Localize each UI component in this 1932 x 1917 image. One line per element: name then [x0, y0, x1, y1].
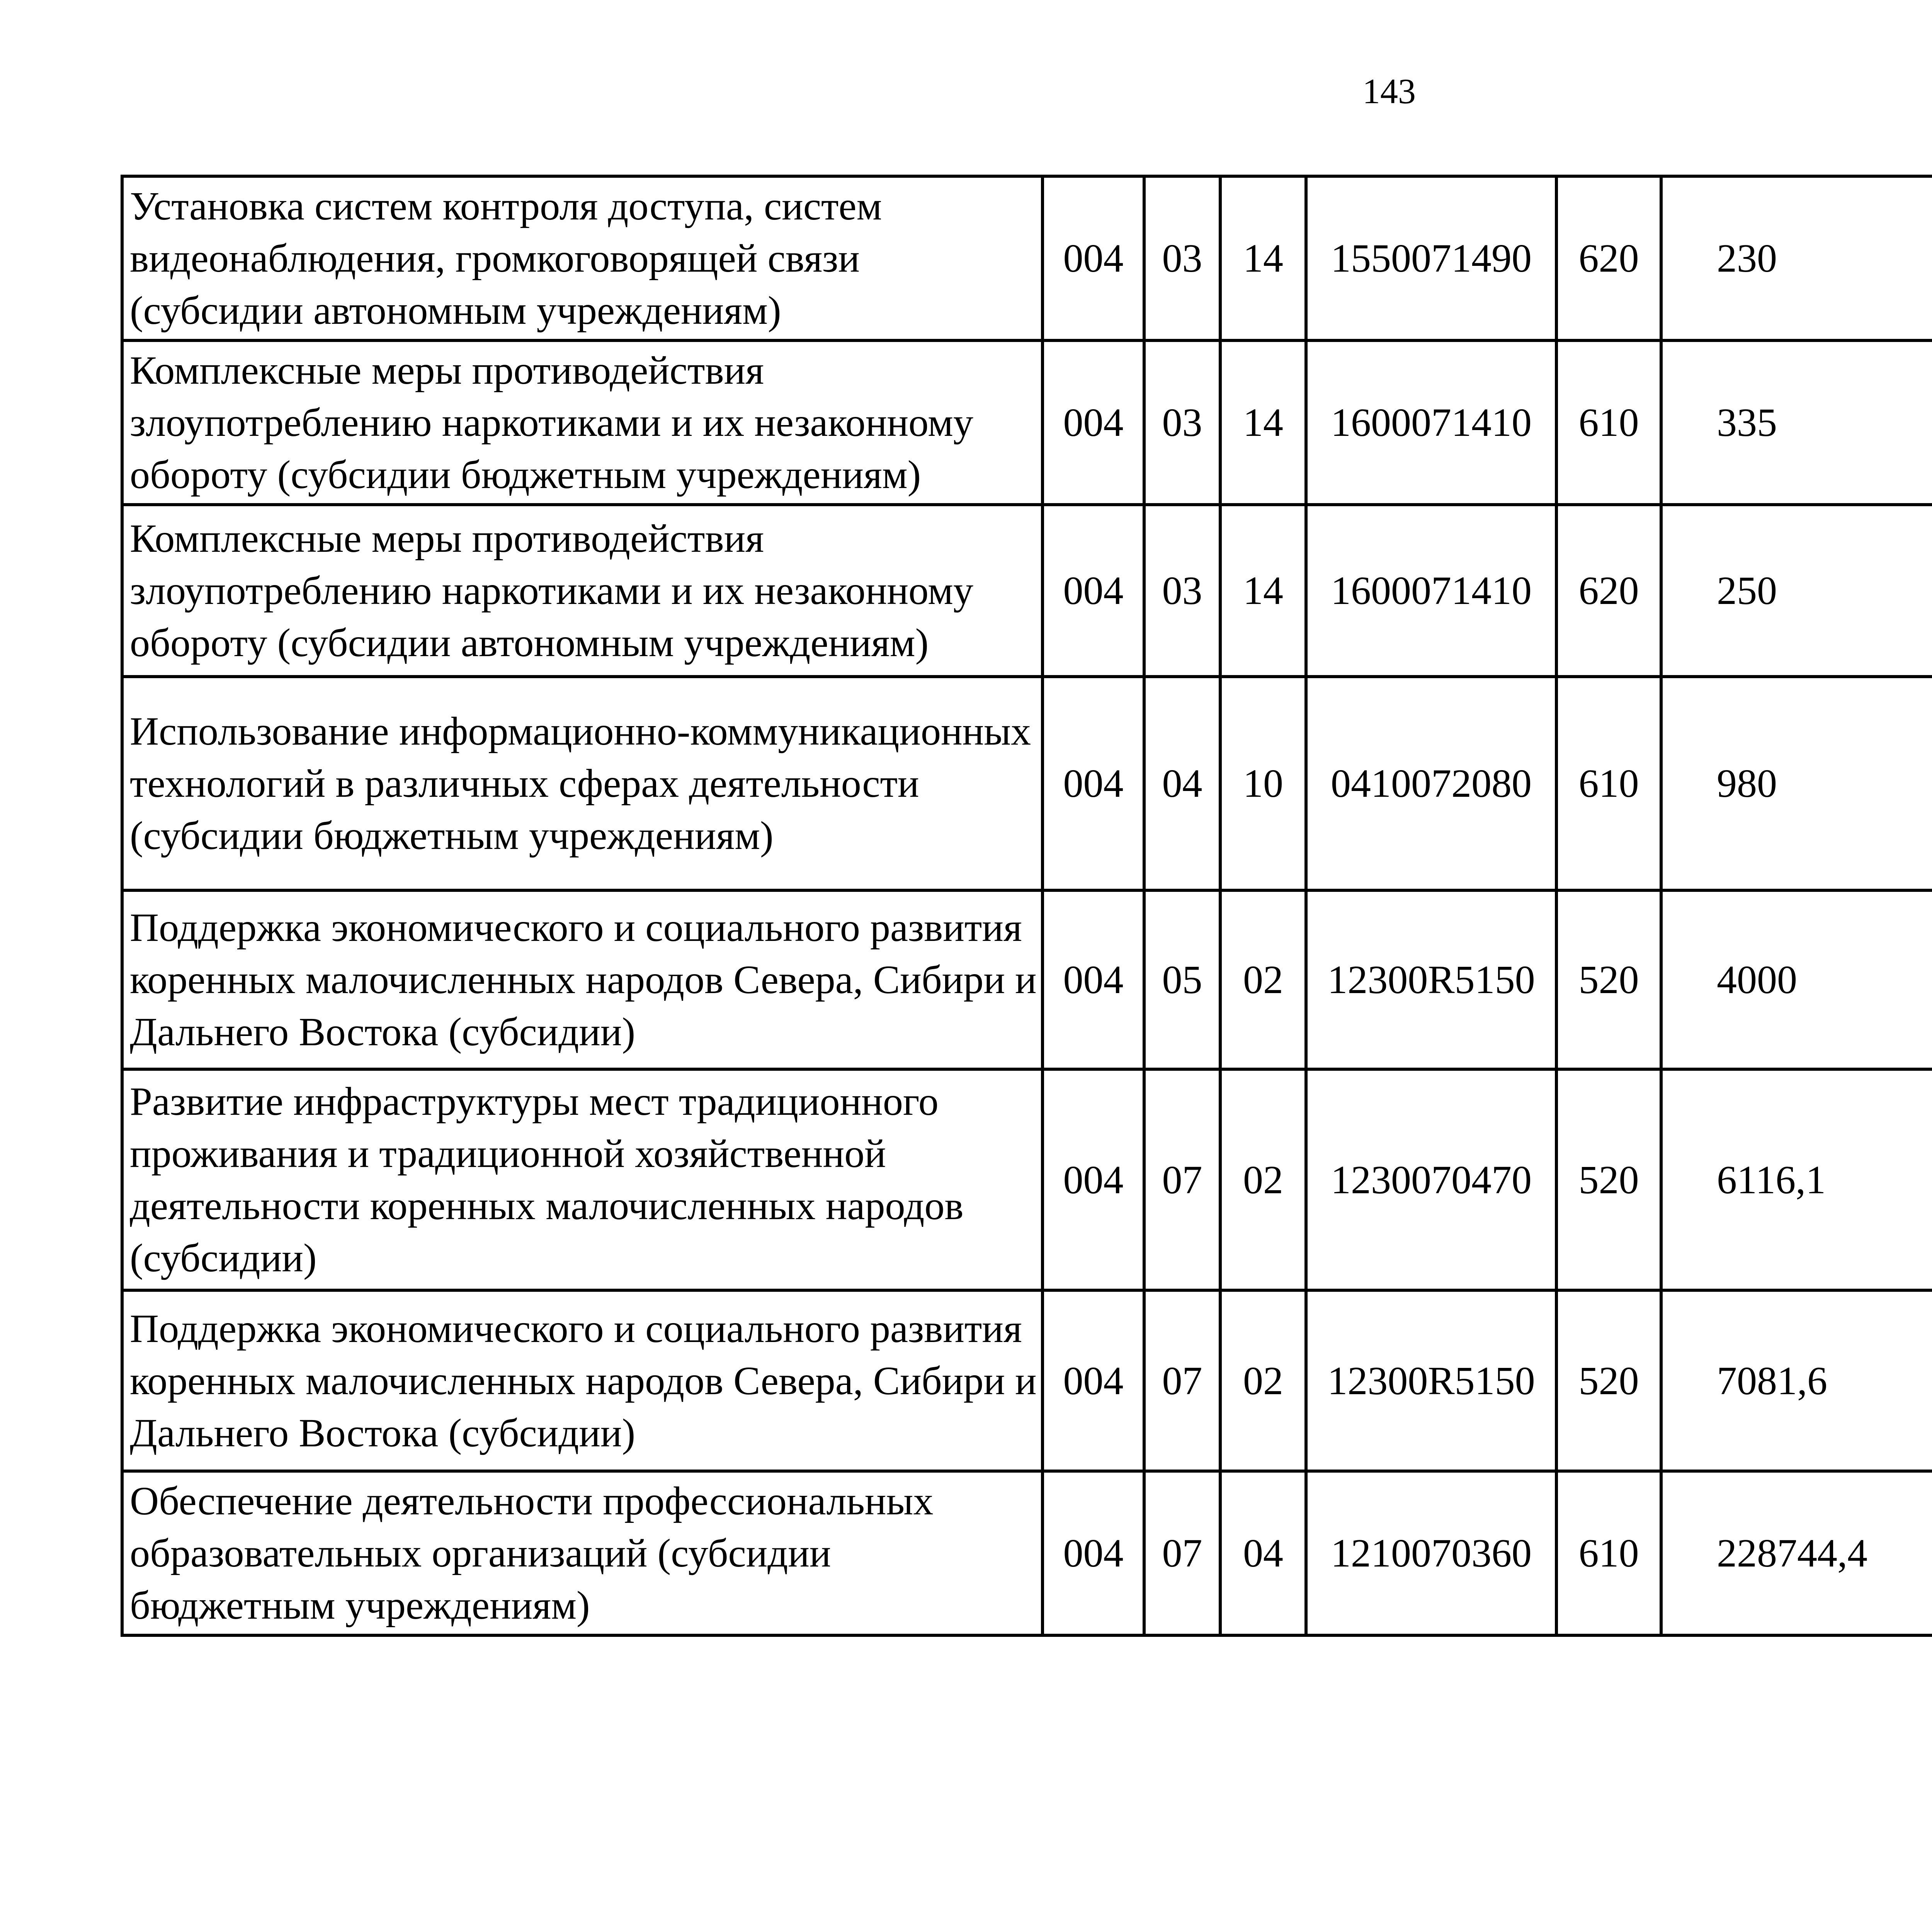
subsection-code: 02	[1220, 1290, 1306, 1471]
budget-table	[121, 175, 1932, 1637]
ministry-code: 004	[1043, 1069, 1144, 1290]
expense-type-code: 520	[1556, 890, 1661, 1069]
section-code: 03	[1144, 176, 1220, 340]
amount-year-1: 4000	[1661, 890, 1932, 1069]
table-row	[122, 890, 1932, 1069]
amount-year-1: 335	[1661, 340, 1932, 505]
subsection-code: 14	[1220, 505, 1306, 677]
table-row	[122, 505, 1932, 677]
expense-name: Использование информационно-коммуникационных технологий в различных сферах деятельности (субсидии бюджетным учреждениям)	[122, 677, 1043, 890]
section-code: 07	[1144, 1471, 1220, 1635]
section-code: 03	[1144, 340, 1220, 505]
target-article-code: 1600071410	[1306, 505, 1556, 677]
expense-name: Обеспечение деятельности профессиональных образовательных организаций (субсидии бюджетным учреждениям)	[122, 1471, 1043, 1635]
amount-year-1: 7081,6	[1661, 1290, 1932, 1471]
subsection-code: 14	[1220, 176, 1306, 340]
expense-name: Установка систем контроля доступа, систем видеонаблюдения, громкоговорящей связи (субсидии автономным учреждениям)	[122, 176, 1043, 340]
section-code: 05	[1144, 890, 1220, 1069]
subsection-code: 04	[1220, 1471, 1306, 1635]
expense-name: Поддержка экономического и социального развития коренных малочисленных народов Севера, Сибири и Дальнего Востока (субсидии)	[122, 1290, 1043, 1471]
target-article-code: 12300R5150	[1306, 890, 1556, 1069]
expense-type-code: 620	[1556, 505, 1661, 677]
expense-name: Развитие инфраструктуры мест традиционного проживания и традиционной хозяйственной деятельности коренных малочисленных народов (субсидии)	[122, 1069, 1043, 1290]
subsection-code: 02	[1220, 890, 1306, 1069]
subsection-code: 02	[1220, 1069, 1306, 1290]
ministry-code: 004	[1043, 340, 1144, 505]
target-article-code: 1550071490	[1306, 176, 1556, 340]
ministry-code: 004	[1043, 1471, 1144, 1635]
section-code: 07	[1144, 1069, 1220, 1290]
table-row	[122, 1290, 1932, 1471]
expense-type-code: 610	[1556, 1471, 1661, 1635]
subsection-code: 10	[1220, 677, 1306, 890]
table-row	[122, 1069, 1932, 1290]
ministry-code: 004	[1043, 1290, 1144, 1471]
ministry-code: 004	[1043, 677, 1144, 890]
amount-year-1: 228744,4	[1661, 1471, 1932, 1635]
expense-name: Поддержка экономического и социального развития коренных малочисленных народов Севера, Сибири и Дальнего Востока (субсидии)	[122, 890, 1043, 1069]
expense-type-code: 620	[1556, 176, 1661, 340]
page-number: 143	[1362, 71, 1416, 111]
expense-type-code: 610	[1556, 677, 1661, 890]
expense-type-code: 610	[1556, 340, 1661, 505]
ministry-code: 004	[1043, 176, 1144, 340]
section-code: 03	[1144, 505, 1220, 677]
expense-name: Комплексные меры противодействия злоупотреблению наркотиками и их незаконному обороту (субсидии автономным учреждениям)	[122, 505, 1043, 677]
expense-name: Комплексные меры противодействия злоупотреблению наркотиками и их незаконному обороту (субсидии бюджетным учреждениям)	[122, 340, 1043, 505]
target-article-code: 1210070360	[1306, 1471, 1556, 1635]
table-row	[122, 176, 1932, 340]
target-article-code: 1600071410	[1306, 340, 1556, 505]
subsection-code: 14	[1220, 340, 1306, 505]
target-article-code: 12300R5150	[1306, 1290, 1556, 1471]
section-code: 07	[1144, 1290, 1220, 1471]
table-row	[122, 1471, 1932, 1635]
ministry-code: 004	[1043, 505, 1144, 677]
expense-type-code: 520	[1556, 1290, 1661, 1471]
amount-year-1: 230	[1661, 176, 1932, 340]
section-code: 04	[1144, 677, 1220, 890]
amount-year-1: 6116,1	[1661, 1069, 1932, 1290]
expense-type-code: 520	[1556, 1069, 1661, 1290]
amount-year-1: 250	[1661, 505, 1932, 677]
table-row	[122, 677, 1932, 890]
table-row	[122, 340, 1932, 505]
ministry-code: 004	[1043, 890, 1144, 1069]
target-article-code: 0410072080	[1306, 677, 1556, 890]
target-article-code: 1230070470	[1306, 1069, 1556, 1290]
amount-year-1: 980	[1661, 677, 1932, 890]
